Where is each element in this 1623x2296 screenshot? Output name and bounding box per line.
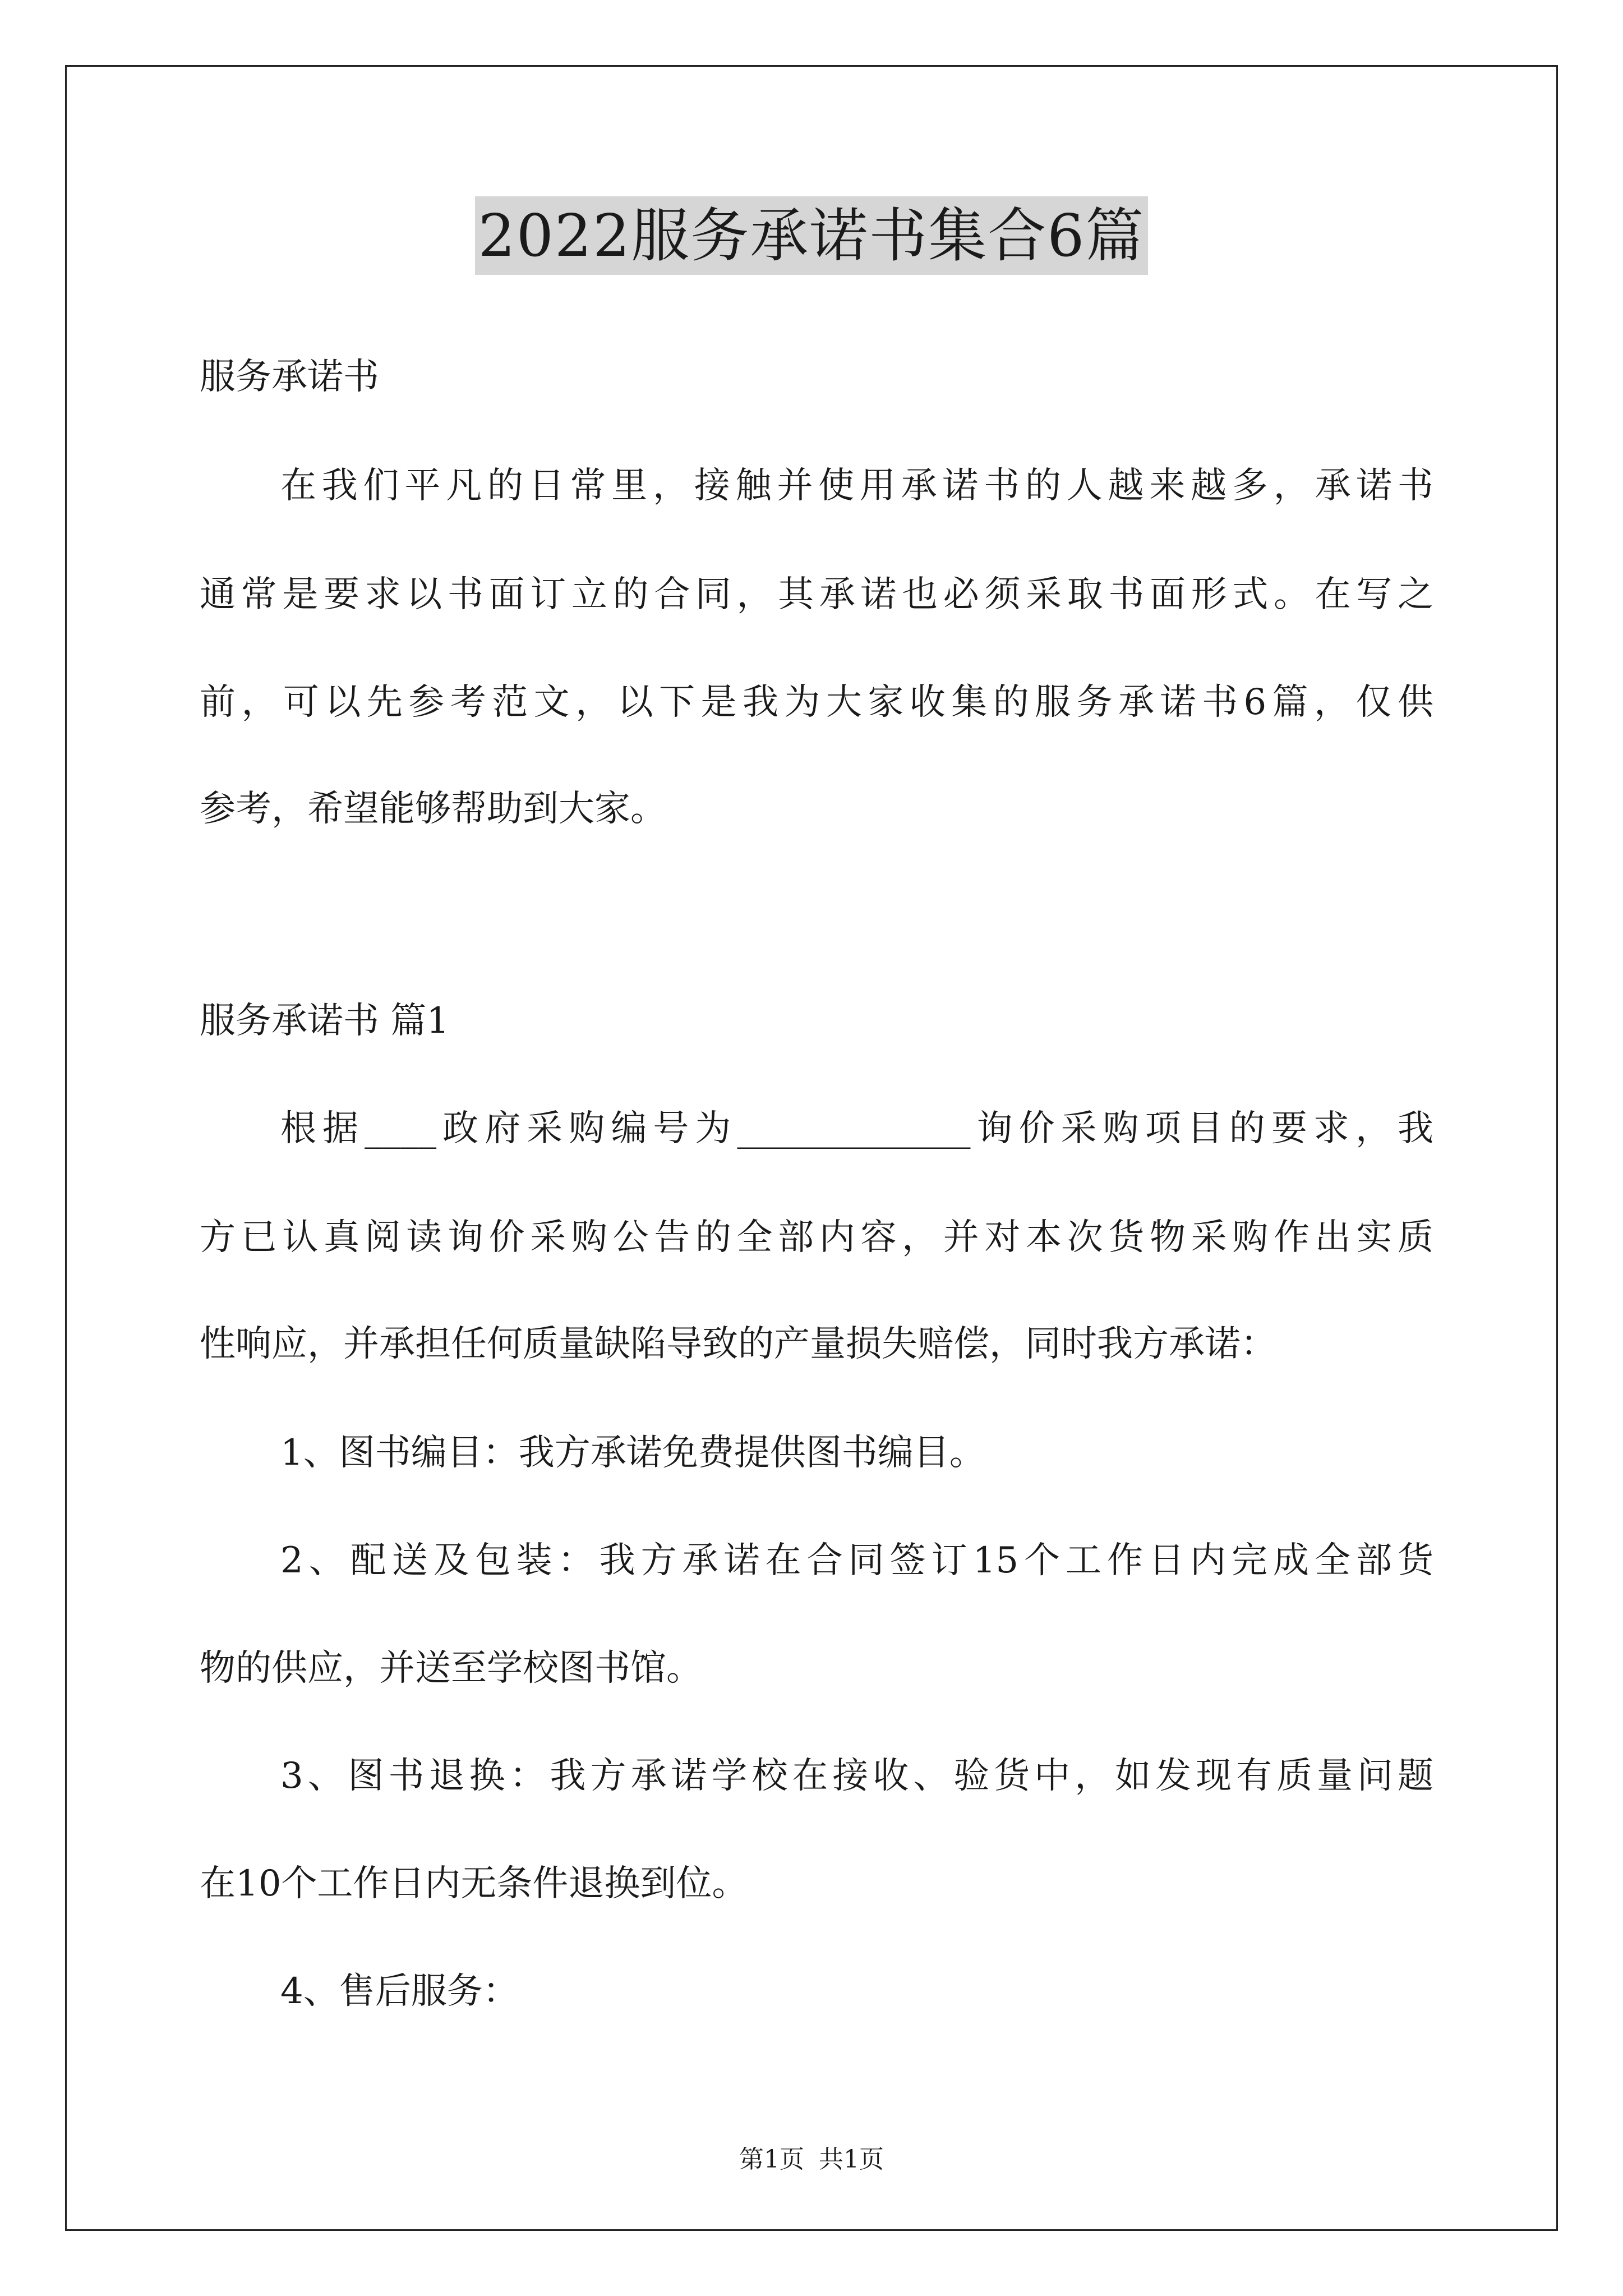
page-total: 共1页: [819, 2145, 884, 2174]
page-footer: [0, 2143, 1623, 2177]
intro-line: 在我们平凡的日常里，接触并使用承诺书的人越来越多，承诺书: [280, 465, 1433, 507]
article-heading: 服务承诺书 篇1: [200, 1000, 450, 1042]
body-line: 性响应，并承担任何质量缺陷导致的产量损失赔偿，同时我方承诺：: [200, 1323, 1276, 1365]
list-item-continued: 在10个工作日内无条件退换到位。: [200, 1863, 748, 1904]
body-line: 根据____政府采购编号为_____________询价采购项目的要求，我: [280, 1108, 1433, 1149]
document-title: 2022服务承诺书集合6篇: [475, 196, 1149, 275]
list-item: 4、售后服务：: [280, 1971, 519, 2012]
list-item-continued: 物的供应，并送至学校图书馆。: [200, 1648, 702, 1689]
intro-line: 通常是要求以书面订立的合同，其承诺也必须采取书面形式。在写之: [200, 574, 1433, 615]
list-item: 2、配送及包装：我方承诺在合同签订15个工作日内完成全部货: [280, 1540, 1433, 1581]
list-item: 3、图书退换：我方承诺学校在接收、验货中，如发现有质量问题: [280, 1755, 1433, 1797]
intro-line: 参考，希望能够帮助到大家。: [200, 788, 666, 830]
title-container: [0, 196, 1623, 275]
intro-line: 前，可以先参考范文，以下是我为大家收集的服务承诺书6篇，仅供: [200, 682, 1433, 723]
list-item: 1、图书编目：我方承诺免费提供图书编目。: [280, 1432, 985, 1474]
page-number: 第1页: [739, 2145, 804, 2174]
section-heading: 服务承诺书: [200, 356, 379, 398]
body-line: 方已认真阅读询价采购公告的全部内容，并对本次货物采购作出实质: [200, 1217, 1433, 1258]
